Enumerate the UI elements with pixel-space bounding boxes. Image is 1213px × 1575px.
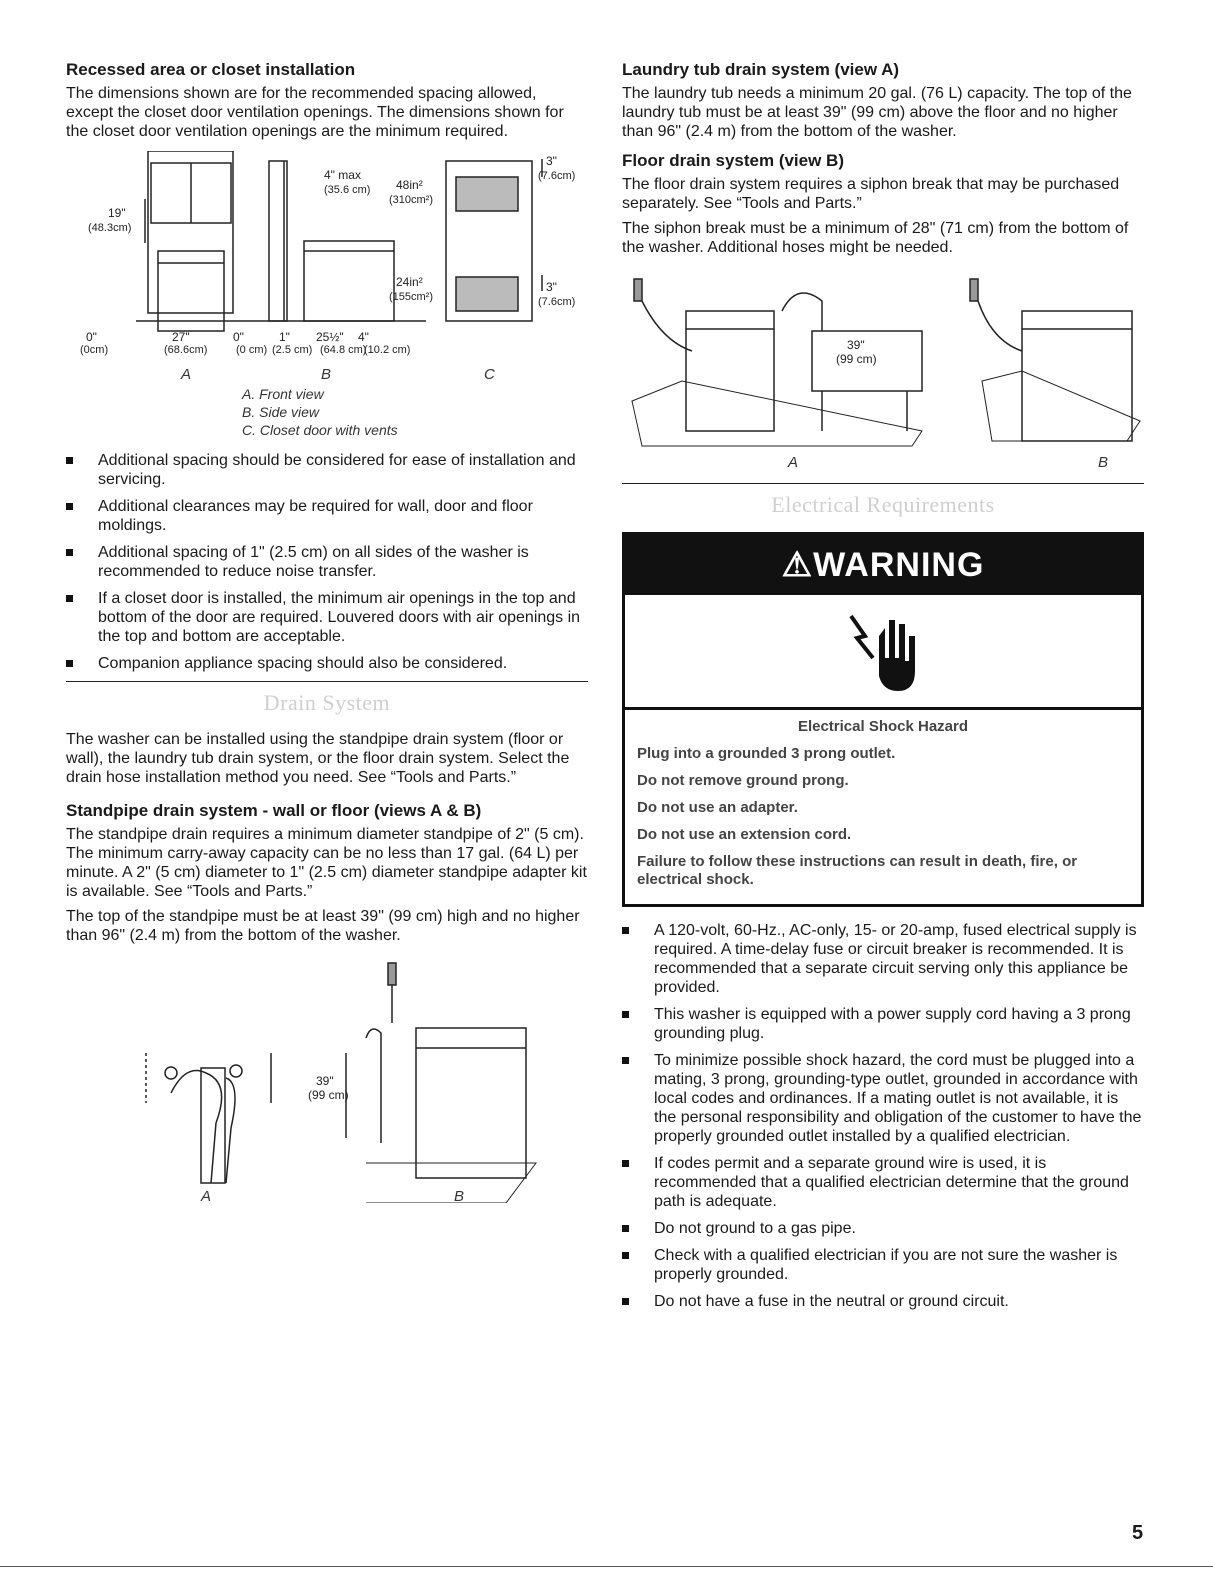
electrical-bullets: [622, 921, 1144, 1311]
spacing-bullets: [66, 451, 588, 673]
shock-hazard-icon: [625, 595, 1141, 710]
bullet-item: Additional spacing of 1" (2.5 cm) on all sides of the washer is recommended to reduce noise transfer.: [66, 543, 588, 581]
dim-19: 19": [108, 206, 126, 220]
bullet-item: Do not have a fuse in the neutral or ground circuit.: [622, 1292, 1144, 1311]
bullet-item: Companion appliance spacing should also be considered.: [66, 654, 588, 673]
electric-shock-hand-icon: [843, 606, 923, 696]
recessed-text: The dimensions shown are for the recommended spacing allowed, except the closet door ventilation openings. The dimensions shown for the closet door ventilation openings are the minimum required.: [66, 85, 564, 140]
closet-dimensions-diagram: [66, 151, 588, 381]
area-24: 24in²: [396, 275, 423, 289]
warning-label: WARNING: [813, 546, 985, 584]
floor-drain-heading: Floor drain system (view B): [622, 151, 844, 170]
dim-side-0cm: (0 cm): [236, 344, 268, 356]
fig1-label-b: B: [321, 366, 332, 381]
warning-line: Plug into a grounded 3 prong outlet.: [637, 745, 896, 762]
fig2-label-b: B: [454, 1188, 465, 1203]
standpipe-diagram: [66, 953, 588, 1203]
dim-27cm: (68.6cm): [164, 344, 208, 356]
warning-line: Do not remove ground prong.: [637, 772, 849, 789]
bullet-item: Additional spacing should be considered for ease of installation and servicing.: [66, 451, 588, 489]
warning-line: Failure to follow these instructions can result in death, fire, or electrical shock.: [637, 853, 1078, 888]
area-48cm: (310cm²): [389, 194, 434, 206]
standpipe-dim-cm: (99 cm): [308, 1088, 349, 1102]
dim-side-1: 1": [279, 330, 290, 344]
bullet-item: Do not ground to a gas pipe.: [622, 1219, 1144, 1238]
drain-system-title: Drain System: [263, 690, 391, 715]
dim-19cm: (48.3cm): [88, 222, 132, 234]
bullet-item: A 120-volt, 60-Hz., AC-only, 15- or 20-amp, fused electrical supply is required. A time-delay fuse or circuit breaker is recommended. It is recommended that a separate circuit serving only this appliance be provided.: [622, 921, 1144, 997]
dim-side-1cm: (2.5 cm): [272, 344, 313, 356]
tub-floor-drain-figure: [622, 271, 1144, 471]
bullet-item: Additional clearances may be required for wall, door and floor moldings.: [66, 497, 588, 535]
dim-bot-3cm: (7.6cm): [538, 296, 576, 308]
recessed-heading: Recessed area or closet installation: [66, 60, 356, 79]
standpipe-dim: 39": [316, 1074, 334, 1088]
right-column: [622, 60, 1144, 1319]
standpipe-figure: [66, 953, 588, 1203]
warning-line: Do not use an adapter.: [637, 799, 798, 816]
caption-side-view: B. Side view: [242, 404, 320, 420]
dim-4max: 4" max: [324, 168, 361, 182]
dim-0cm: (0cm): [80, 344, 109, 356]
warning-box: [622, 532, 1144, 907]
fig1-label-c: C: [484, 366, 495, 381]
tub-text: The laundry tub needs a minimum 20 gal. (76 L) capacity. The top of the laundry tub must be at least 39" (99 cm) above the floor and no higher than 96" (2.4 m) from the bottom of the washer.: [622, 85, 1132, 140]
caption-front-view: A. Front view: [242, 386, 324, 402]
page-number: 5: [1132, 1522, 1144, 1544]
fig1-captions: [242, 385, 588, 439]
bullet-item: Check with a qualified electrician if you are not sure the washer is properly grounded.: [622, 1246, 1144, 1284]
tub-dim-cm: (99 cm): [836, 352, 877, 366]
dim-top-3cm: (7.6cm): [538, 170, 576, 182]
tub-heading: Laundry tub drain system (view A): [622, 60, 900, 79]
fig2-label-a: A: [201, 1188, 212, 1203]
fig1-label-a: A: [181, 366, 192, 381]
bullet-item: This washer is equipped with a power supply cord having a 3 prong grounding plug.: [622, 1005, 1144, 1043]
drain-text: The washer can be installed using the standpipe drain system (floor or wall), the laundry tub drain system, or the floor drain system. Select the drain hose installation method you need. See “Tools and Parts.”: [66, 731, 570, 786]
dim-side-4: 4": [358, 330, 369, 344]
caption-closet-door: C. Closet door with vents: [242, 422, 398, 438]
tub-dim: 39": [847, 338, 865, 352]
dim-bot-3: 3": [546, 280, 557, 294]
tub-floor-drain-diagram: [622, 271, 1144, 471]
dim-side-0: 0": [233, 330, 244, 344]
left-column: [66, 60, 588, 1203]
floor-drain-text-2: The siphon break must be a minimum of 28" (71 cm) from the bottom of the washer. Additional hoses might be needed.: [622, 220, 1129, 256]
standpipe-heading: Standpipe drain system - wall or floor (views A & B): [66, 801, 482, 820]
dim-side-4cm: (10.2 cm): [364, 344, 411, 356]
warning-triangle-icon: ⚠: [781, 546, 814, 584]
floor-drain-text-1: The floor drain system requires a siphon break that may be purchased separately. See “Tools and Parts.”: [622, 176, 1120, 212]
bullet-item: If a closet door is installed, the minimum air openings in the top and bottom of the door are required. Louvered doors with air openings in the top and bottom are acceptable.: [66, 589, 588, 646]
dim-side-25cm: (64.8 cm): [320, 344, 367, 356]
section-divider: [66, 681, 588, 682]
dim-top-3: 3": [546, 154, 557, 168]
warning-line: Do not use an extension cord.: [637, 826, 852, 843]
dim-4maxcm: (35.6 cm): [324, 184, 371, 196]
warning-body: [625, 710, 1141, 904]
area-24cm: (155cm²): [389, 291, 434, 303]
standpipe-text-2: The top of the standpipe must be at least 39" (99 cm) high and no higher than 96" (2.4 m) from the bottom of the washer.: [66, 908, 580, 944]
standpipe-text-1: The standpipe drain requires a minimum diameter standpipe of 2" (5 cm). The minimum carry-away capacity can be no less than 17 gal. (64 L) per minute. A 2" (5 cm) diameter to 1" (2.5 cm) diameter standpipe adapter kit is available. See “Tools and Parts.”: [66, 826, 587, 900]
hazard-title: Electrical Shock Hazard: [797, 718, 969, 735]
section-divider: [622, 483, 1144, 484]
dim-27: 27": [172, 330, 190, 344]
closet-installation-figure: [66, 151, 588, 391]
dim-0: 0": [86, 330, 97, 344]
warning-header: [625, 535, 1141, 595]
fig3-label-a: A: [788, 454, 799, 471]
bullet-item: To minimize possible shock hazard, the cord must be plugged into a mating, 3 prong, grounding-type outlet, grounded in accordance with local codes and ordinances. If a mating outlet is not available, it is the personal responsibility and obligation of the customer to have the properly grounded outlet installed by a qualified electrician.: [622, 1051, 1144, 1146]
electrical-requirements-title: Electrical Requirements: [771, 492, 995, 517]
bullet-item: If codes permit and a separate ground wire is used, it is recommended that a qualified electrician determine that the ground path is adequate.: [622, 1154, 1144, 1211]
fig3-label-b: B: [1098, 454, 1109, 471]
dim-side-25: 25½": [316, 330, 344, 344]
area-48: 48in²: [396, 178, 423, 192]
page-bottom-rule: [0, 1566, 1213, 1567]
